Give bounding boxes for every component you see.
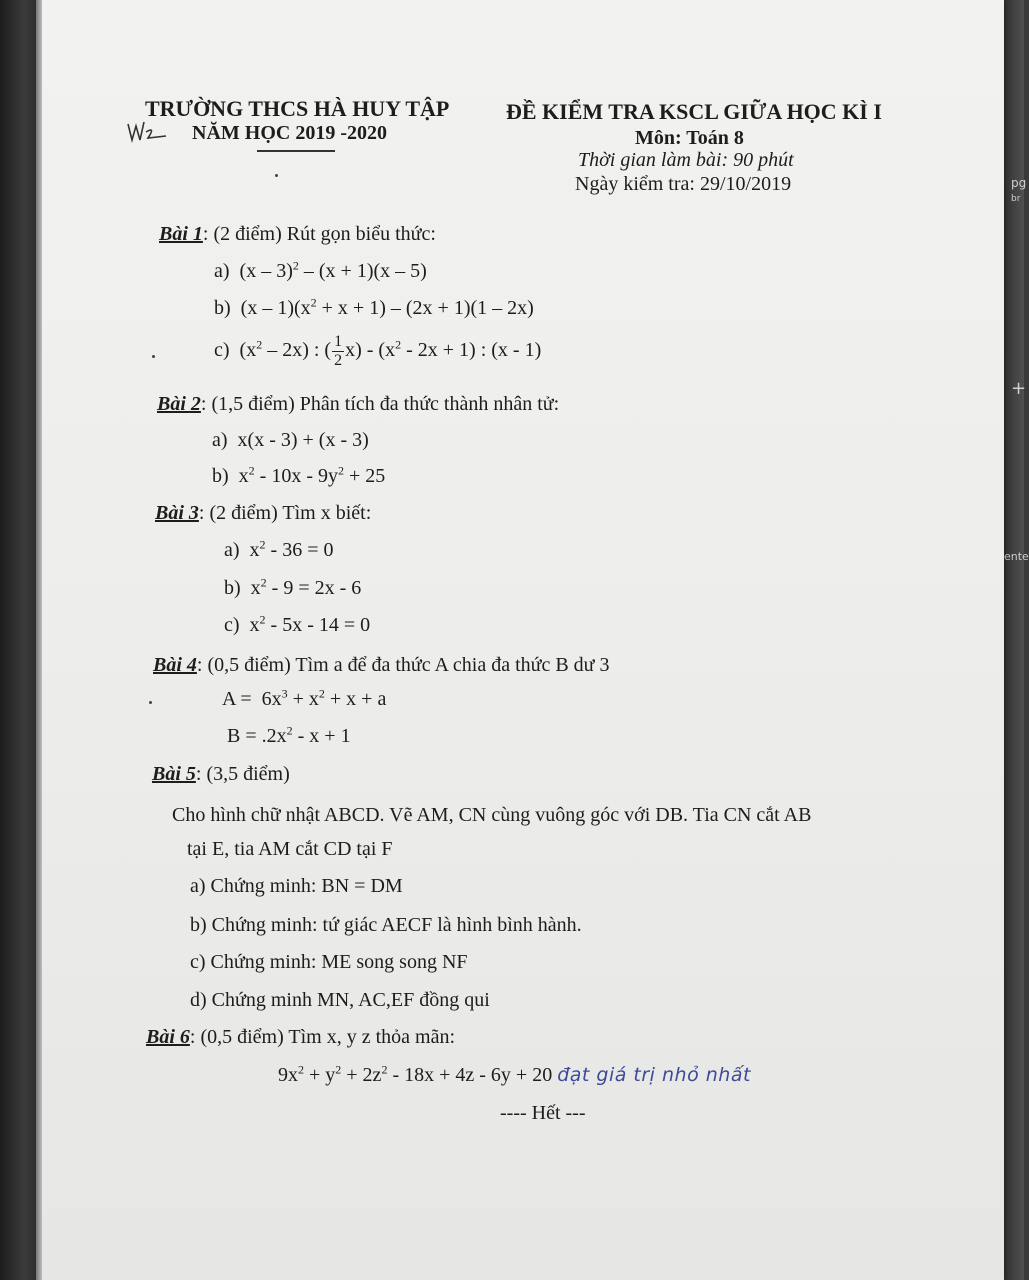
question-5b: b) Chứng minh: tứ giác AECF là hình bình hành. [190,914,582,936]
expression: x(x - 3) + (x - 3) [237,429,369,451]
question-3b: b) $x^2 - 9 = 2x - 6$ [224,575,362,599]
item-label: a) [212,429,228,451]
exam-title: ĐỀ KIỂM TRA KSCL GIỮA HỌC KÌ I [506,99,882,124]
question-5d: d) Chứng minh MN, AC,EF đồng qui [190,989,490,1011]
question-1-text: : (2 điểm) Rút gọn biểu thức: [202,223,436,245]
question-6-expression: $9x^2 + y^2 + 2z^2 - 18x + 4z - 6y + 20$ đạt giá trị nhỏ nhất [278,1062,751,1086]
handwritten-mark-icon [126,116,172,146]
item-label: b) [224,577,241,599]
exam-date: Ngày kiểm tra: 29/10/2019 [575,173,792,195]
background-text-br: br [1011,194,1021,204]
item-label: b) [212,465,229,487]
item-label: b) [214,297,231,319]
question-2-heading [157,393,559,416]
question-3c: c) $x^2 - 5x - 14 = 0$ [224,612,371,636]
question-2-text: : (1,5 điểm) Phân tích đa thức thành nhân tử: [200,393,560,415]
question-5-intro-line-2: tại E, tia AM cắt CD tại F [187,838,393,860]
ink-dot [149,701,152,704]
question-1-heading [159,223,436,246]
polynomial-b: $B = .2x^2 - x + 1$ [227,723,351,747]
question-2-label: Bài 2 [157,393,201,415]
year-underline [257,150,335,152]
question-1a: a) (x – 3)$^2$ – (x + 1)(x – 5) [214,258,427,282]
item-label: a) [214,260,230,282]
item-label: a) [224,539,240,561]
question-6-label: Bài 6 [146,1026,190,1048]
question-1c: c) $(x^2 - 2x)$ : ( $\frac{1}{2}$ $x) - (x^2 - 2x + 1)$ : (x - 1) [214,333,542,369]
question-6-heading [146,1026,455,1049]
question-4-text: : (0,5 điểm) Tìm a để đa thức A chia đa thức B dư 3 [196,654,610,676]
question-3-heading [155,502,371,525]
item-label: c) [224,614,240,636]
school-year: NĂM HỌC 2019 -2020 [192,122,387,144]
question-5-intro-line-1: Cho hình chữ nhật ABCD. Vẽ AM, CN cùng vuông góc với DB. Tia CN cắt AB [172,804,812,826]
background-text-plus: + [1011,378,1027,399]
question-2a [212,429,369,452]
background-text-ente: ente [1004,550,1029,563]
question-5c: c) Chứng minh: ME song song NF [190,951,468,973]
school-name: TRƯỜNG THCS HÀ HUY TẬP [145,96,450,121]
ink-dot [152,355,155,358]
polynomial-a: $A = 6x^3 + x^2 + x + a$ [222,686,387,710]
exam-subject: Môn: Toán 8 [635,127,744,149]
exam-duration: Thời gian làm bài: 90 phút [578,149,794,171]
question-6-text: : (0,5 điểm) Tìm x, y z thỏa mãn: [189,1026,456,1048]
question-2b: b) $x^2 - 10x - 9y^2 + 25$ [212,463,386,487]
end-marker: ---- Hết --- [500,1102,586,1124]
ink-dot [275,174,278,177]
question-5-heading [152,763,290,786]
question-5-text: : (3,5 điểm) [195,763,290,785]
handwritten-note: đạt giá trị nhỏ nhất [557,1064,751,1086]
question-4-heading [153,654,610,677]
exam-paper [42,0,1004,1280]
background-text-pg: pg [1011,176,1027,190]
question-3a: a) $x^2 - 36 = 0$ [224,537,334,561]
question-1b: b) $(x - 1)(x^2 + x + 1) - (2x + 1)(1 - 2x)$ [214,295,534,319]
background-left-dark [0,0,40,1280]
question-4-label: Bài 4 [153,654,197,676]
question-5-label: Bài 5 [152,763,196,785]
question-3-label: Bài 3 [155,502,199,524]
fraction-one-half: $\frac{1}{2}$ [334,333,343,369]
question-5a: a) Chứng minh: BN = DM [190,875,403,897]
item-label: c) [214,339,230,362]
question-3-text: : (2 điểm) Tìm x biết: [198,502,372,524]
under-paper-edge [36,0,42,1280]
question-1-label: Bài 1 [159,223,203,245]
